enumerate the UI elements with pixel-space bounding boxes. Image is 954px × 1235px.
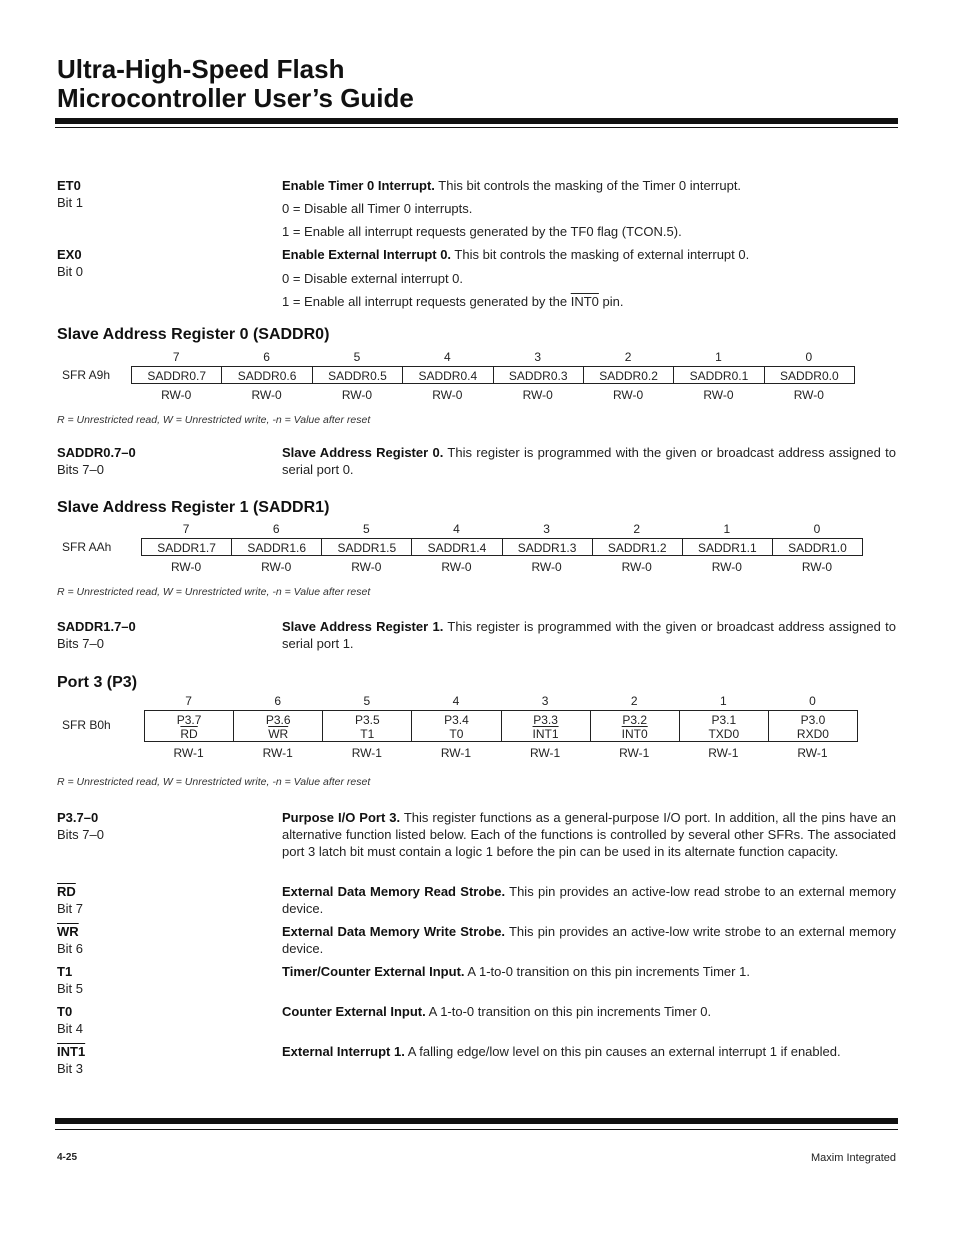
- ex0-opt1-a: 1 = Enable all interrupt requests generated by the: [282, 294, 571, 309]
- saddr0-field-text: This register is programmed with the given or broadcast address assigned to serial port 0.: [282, 445, 896, 477]
- saddr0-bit-number: 7: [172, 350, 180, 364]
- saddr1-bit-cell: SADDR1.1: [682, 538, 773, 556]
- ex0-description: [282, 246, 896, 263]
- saddr1-bit-access: RW-0: [261, 560, 292, 574]
- p3-field-label: [57, 809, 104, 843]
- p3-field-description: [282, 963, 896, 980]
- p3-bit-access: RW-1: [529, 746, 561, 760]
- saddr1-bit-access: RW-0: [441, 560, 472, 574]
- saddr0-bit-access: RW-0: [251, 388, 282, 402]
- p3-bit-access: RW-1: [262, 746, 293, 760]
- p3-field-heading: External Data Memory Read Strobe.: [282, 884, 506, 899]
- et0-name: ET0: [57, 178, 81, 193]
- p3-field-name: T0: [57, 1004, 73, 1019]
- et0-description: [282, 177, 896, 194]
- p3-field-name: $\overline{WR}$: [57, 924, 79, 939]
- saddr1-bit-cell: SADDR1.2: [592, 538, 683, 556]
- saddr0-bit-number: 5: [353, 350, 361, 364]
- page-number: 4-25: [57, 1152, 78, 1163]
- p3-bit-cell: [322, 710, 412, 742]
- p3-bit-access: RW-1: [708, 746, 739, 760]
- p3-field-text: A 1-to-0 transition on this pin increments Timer 1.: [464, 964, 750, 979]
- p3-field-heading: Counter External Input.: [282, 1004, 426, 1019]
- header-rule-thin: [55, 127, 898, 128]
- p3-field-text: A 1-to-0 transition on this pin increments Timer 0.: [425, 1004, 712, 1019]
- p3-field-name: INT1: [57, 1044, 86, 1059]
- p3-field-description: [282, 1003, 896, 1020]
- p3-field-text: This register functions as a general-purpose I/O port. In addition, all the pins have an alternative function listed below. Each of the functions is controlled by several other SFRs. The associated port 3 latch bit must contain a logic 1 before the pin can be used in its alternate function capacity.: [282, 810, 897, 859]
- saddr1-bit-number: 6: [272, 522, 280, 536]
- ex0-bit: Bit 0: [57, 264, 84, 279]
- p3-bit-number: 7: [185, 694, 192, 708]
- p3-field-bit: Bits 7–0: [57, 827, 104, 842]
- p3-bit-number: 2: [630, 694, 638, 708]
- header-rule-thick: [55, 118, 898, 124]
- et0-heading: Enable Timer 0 Interrupt.: [282, 178, 435, 193]
- p3-bit-name: P3.5: [354, 713, 380, 727]
- saddr0-note: R = Unrestricted read, W = Unrestricted write, -n = Value after reset: [57, 414, 371, 426]
- p3-bit-cell: [501, 710, 591, 742]
- saddr0-bit-cell: SADDR0.0: [764, 366, 855, 384]
- saddr1-bit-number: 4: [453, 522, 460, 536]
- saddr0-bit-access: RW-0: [703, 388, 734, 402]
- saddr0-field-name: SADDR0.7–0: [57, 445, 136, 460]
- p3-field-text: This pin provides an active-low write strobe to an external memory device.: [282, 924, 897, 956]
- p3-bit-cell: [679, 710, 769, 742]
- saddr0-bit-access: RW-0: [341, 388, 373, 402]
- ex0-opt1-signal: INT0: [570, 294, 599, 309]
- saddr1-bit-access: RW-0: [351, 560, 382, 574]
- p3-field-name: T1: [57, 964, 73, 979]
- saddr1-note: R = Unrestricted read, W = Unrestricted write, -n = Value after reset: [57, 586, 371, 598]
- saddr0-bit-access: RW-0: [161, 388, 192, 402]
- saddr1-bit-access: RW-0: [711, 560, 742, 574]
- saddr0-bit-number: 1: [715, 350, 722, 364]
- footer-rule-thick: [55, 1118, 898, 1124]
- p3-bit-cell: [233, 710, 323, 742]
- saddr0-bit-access: RW-0: [612, 388, 644, 402]
- saddr0-bit-access: RW-0: [432, 388, 463, 402]
- p3-field-label: [57, 883, 83, 917]
- saddr0-bit-number: 2: [624, 350, 632, 364]
- ex0-opt1-b: pin.: [598, 294, 624, 309]
- p3-bit-access: RW-1: [797, 746, 828, 760]
- p3-field-text: A falling edge/low level on this pin causes an external interrupt 1 if enabled.: [404, 1044, 841, 1059]
- p3-field-name: P3.7–0: [57, 810, 99, 825]
- p3-field-label: [57, 923, 83, 957]
- ex0-opt0: 0 = Disable external interrupt 0.: [282, 271, 464, 286]
- saddr0-sfr-label: SFR A9h: [62, 368, 111, 382]
- et0-opt1: 1 = Enable all interrupt requests generated by the TF0 flag (TCON.5).: [282, 224, 682, 239]
- saddr1-bit-number: 1: [723, 522, 731, 536]
- p3-field-bit: Bit 4: [57, 1021, 84, 1036]
- title-line-2: Microcontroller User’s Guide: [57, 83, 414, 113]
- p3-bit-name: P3.1: [711, 713, 737, 727]
- title-line-1: Ultra-High-Speed Flash: [57, 54, 345, 84]
- p3-field-heading: External Data Memory Write Strobe.: [282, 924, 506, 939]
- saddr1-bit-number: 2: [633, 522, 641, 536]
- p3-field-bit: Bit 5: [57, 981, 84, 996]
- saddr1-bit-access: RW-0: [621, 560, 652, 574]
- p3-bit-cell: [768, 710, 858, 742]
- p3-bit-access: RW-1: [619, 746, 650, 760]
- p3-bit-function: $\overline{RD}$: [180, 727, 198, 741]
- saddr1-bit-cell: SADDR1.4: [411, 538, 502, 556]
- p3-bit-function: T1: [360, 727, 375, 741]
- p3-field-label: [57, 1003, 83, 1037]
- p3-field-bit: Bit 3: [57, 1061, 84, 1076]
- saddr1-bit-number: 3: [543, 522, 550, 536]
- footer-rule-thin: [55, 1129, 898, 1130]
- saddr1-section-title: Slave Address Register 1 (SADDR1): [57, 499, 330, 516]
- saddr1-bit-cell: SADDR1.5: [321, 538, 412, 556]
- saddr0-section-title: Slave Address Register 0 (SADDR0): [57, 326, 330, 343]
- p3-bit-number: 0: [809, 694, 816, 708]
- saddr1-field-heading: Slave Address Register 1.: [282, 619, 444, 634]
- saddr1-bit-number: 5: [362, 522, 370, 536]
- p3-field-description: [282, 883, 896, 917]
- saddr1-bit-access: RW-0: [531, 560, 562, 574]
- p3-field-description: [282, 1043, 896, 1060]
- saddr1-bit-access: RW-0: [170, 560, 202, 574]
- et0-opt0: 0 = Disable all Timer 0 interrupts.: [282, 201, 473, 216]
- p3-bit-number: 6: [274, 694, 282, 708]
- ex0-heading: Enable External Interrupt 0.: [282, 247, 452, 262]
- saddr0-bit-number: 3: [534, 350, 542, 364]
- saddr1-bit-cell: SADDR1.0: [772, 538, 863, 556]
- p3-field-bit: Bit 7: [57, 901, 84, 916]
- ex0-text: This bit controls the masking of external interrupt 0.: [451, 247, 750, 262]
- saddr0-bit-number: 0: [805, 350, 813, 364]
- ex0-opt1: [282, 293, 896, 310]
- saddr1-field-label: [57, 618, 136, 652]
- saddr0-field-heading: Slave Address Register 0.: [282, 445, 444, 460]
- p3-bit-function: RXD0: [796, 727, 829, 741]
- p3-note: R = Unrestricted read, W = Unrestricted write, -n = Value after reset: [57, 776, 371, 788]
- p3-bit-cell: [590, 710, 680, 742]
- p3-field-label: [57, 1043, 85, 1077]
- company-name: Maxim Integrated: [811, 1152, 896, 1164]
- page-title: [57, 55, 414, 113]
- p3-bit-function: $\overline{WR}$: [268, 727, 289, 741]
- p3-bit-name: P3.2: [622, 713, 648, 727]
- saddr1-sfr-label: SFR AAh: [62, 540, 112, 554]
- saddr1-bit-cell: SADDR1.6: [231, 538, 322, 556]
- p3-bit-cell: [144, 710, 234, 742]
- ex0-name: EX0: [57, 247, 82, 262]
- saddr0-bit-number: 4: [443, 350, 451, 364]
- saddr1-bit-access: RW-0: [801, 560, 833, 574]
- p3-bit-name: P3.6: [265, 713, 291, 727]
- p3-bit-access: RW-1: [440, 746, 472, 760]
- saddr0-bit-cell: SADDR0.3: [493, 366, 584, 384]
- p3-field-bit: Bit 6: [57, 941, 84, 956]
- saddr1-field-text: This register is programmed with the given or broadcast address assigned to serial port 1.: [282, 619, 896, 651]
- saddr1-bit-cell: SADDR1.7: [141, 538, 232, 556]
- p3-field-name: $\overline{RD}$: [57, 884, 76, 899]
- p3-bit-function: INT0: [621, 727, 648, 741]
- p3-bit-function: T0: [449, 727, 464, 741]
- p3-bit-number: 3: [541, 694, 549, 708]
- saddr1-field-bits: Bits 7–0: [57, 636, 104, 651]
- p3-bit-number: 4: [452, 694, 460, 708]
- p3-bit-name: P3.0: [800, 713, 826, 727]
- p3-sfr-label: SFR B0h: [62, 718, 111, 732]
- p3-bit-number: 5: [363, 694, 371, 708]
- saddr0-field-description: [282, 444, 896, 478]
- saddr0-bit-cell: SADDR0.4: [402, 366, 493, 384]
- saddr0-bit-cell: SADDR0.2: [583, 366, 674, 384]
- et0-text: This bit controls the masking of the Timer 0 interrupt.: [434, 178, 742, 193]
- p3-bit-name: P3.7: [176, 713, 202, 727]
- p3-bit-access: RW-1: [351, 746, 382, 760]
- saddr0-bit-cell: SADDR0.6: [221, 366, 312, 384]
- saddr0-field-label: [57, 444, 136, 478]
- saddr0-bit-cell: SADDR0.5: [312, 366, 403, 384]
- saddr1-field-name: SADDR1.7–0: [57, 619, 136, 634]
- saddr1-bit-cell: SADDR1.3: [502, 538, 593, 556]
- p3-field-heading: Timer/Counter External Input.: [282, 964, 465, 979]
- et0-bit: Bit 1: [57, 195, 84, 210]
- saddr0-field-bits: Bits 7–0: [57, 462, 104, 477]
- p3-bit-number: 1: [719, 694, 727, 708]
- p3-section-title: Port 3 (P3): [57, 674, 138, 691]
- saddr1-field-description: [282, 618, 896, 652]
- et0-label: [57, 177, 83, 211]
- saddr0-bit-access: RW-0: [793, 388, 824, 402]
- p3-field-description: [282, 923, 896, 957]
- saddr1-bit-number: 0: [813, 522, 821, 536]
- saddr0-bit-number: 6: [263, 350, 270, 364]
- saddr0-bit-access: RW-0: [522, 388, 553, 402]
- p3-field-heading: Purpose I/O Port 3.: [282, 810, 401, 825]
- p3-bit-function: INT1: [532, 727, 559, 741]
- ex0-label: [57, 246, 83, 280]
- p3-field-label: [57, 963, 83, 997]
- saddr1-bit-number: 7: [182, 522, 190, 536]
- p3-field-heading: External Interrupt 1.: [282, 1044, 405, 1059]
- saddr0-bit-cell: SADDR0.1: [673, 366, 764, 384]
- p3-bit-function: TXD0: [708, 727, 740, 741]
- p3-field-text: This pin provides an active-low read strobe to an external memory device.: [282, 884, 896, 916]
- p3-bit-name: P3.3: [533, 713, 558, 727]
- saddr0-bit-cell: SADDR0.7: [131, 366, 222, 384]
- p3-bit-access: RW-1: [173, 746, 204, 760]
- p3-bit-cell: [411, 710, 501, 742]
- p3-field-description: [282, 809, 896, 860]
- p3-bit-name: P3.4: [444, 713, 469, 727]
